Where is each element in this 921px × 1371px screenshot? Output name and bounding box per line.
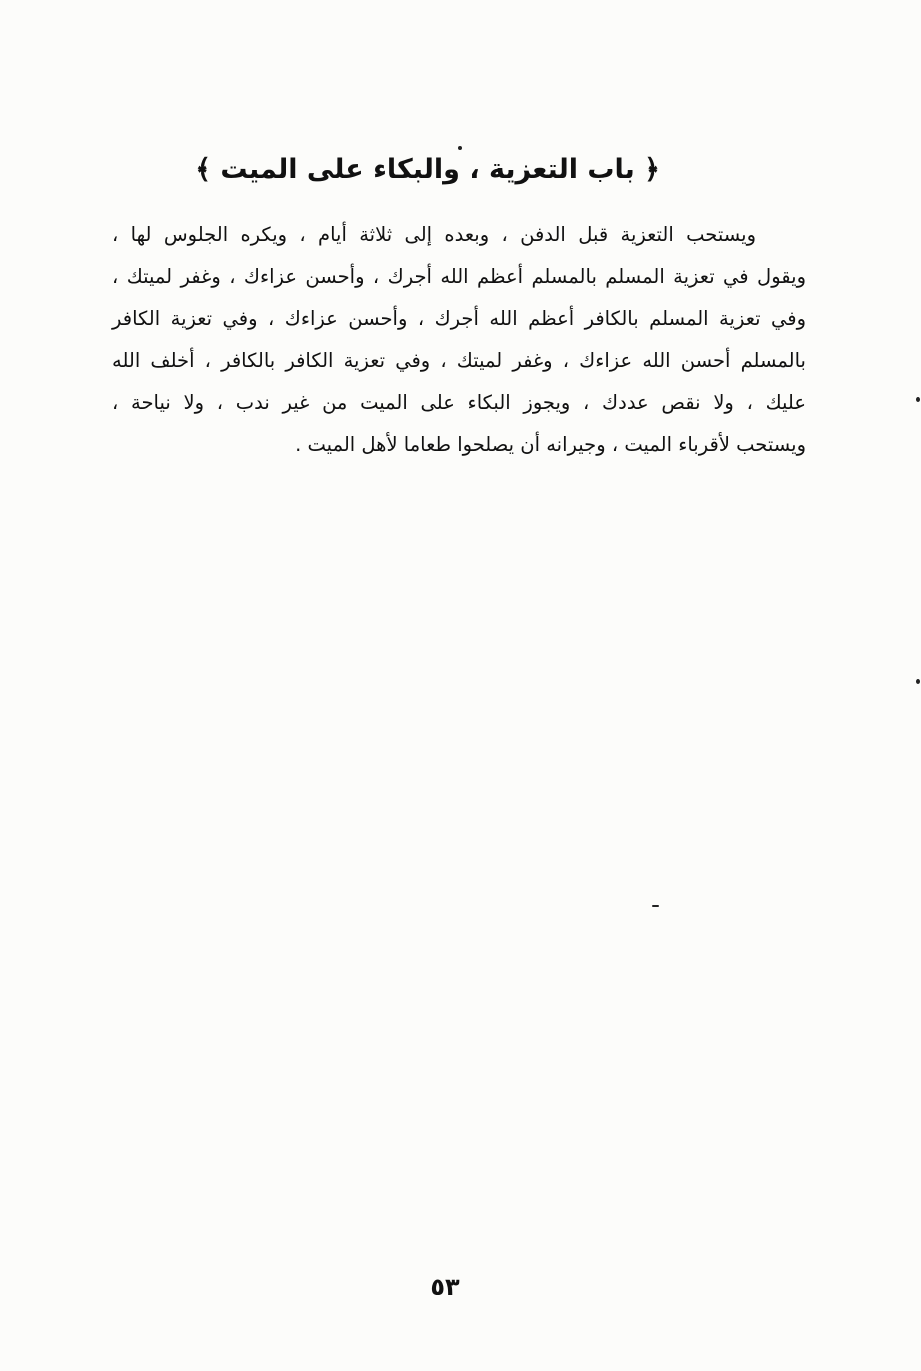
paragraph <box>112 214 806 466</box>
paragraph-line: ويقول في تعزية المسلم بالمسلم أعظم الله أجرك ، وأحسن عزاءك ، وغفر لميتك ، <box>112 265 806 288</box>
scan-speck <box>652 905 659 907</box>
scan-speck <box>916 397 920 402</box>
scan-speck <box>916 679 920 684</box>
paragraph-line: ويستحب لأقرباء الميت ، وجيرانه أن يصلحوا طعاما لأهل الميت . <box>295 433 806 456</box>
page-number: ٥٣ <box>430 1273 460 1301</box>
paragraph-line: وفي تعزية المسلم بالكافر أعظم الله أجرك ، وأحسن عزاءك ، وفي تعزية الكافر <box>112 307 806 330</box>
paragraph-line: عليك ، ولا نقص عددك ، ويجوز البكاء على الميت من غير ندب ، ولا نياحة ، <box>112 391 806 414</box>
paragraph-line: بالمسلم أحسن الله عزاءك ، وغفر لميتك ، وفي تعزية الكافر بالكافر ، أخلف الله <box>112 349 806 372</box>
section-heading: ﴿ باب التعزية ، والبكاء على الميت ﴾ <box>195 154 660 185</box>
paragraph-line: ويستحب التعزية قبل الدفن ، وبعده إلى ثلاثة أيام ، ويكره الجلوس لها ، <box>112 223 756 246</box>
